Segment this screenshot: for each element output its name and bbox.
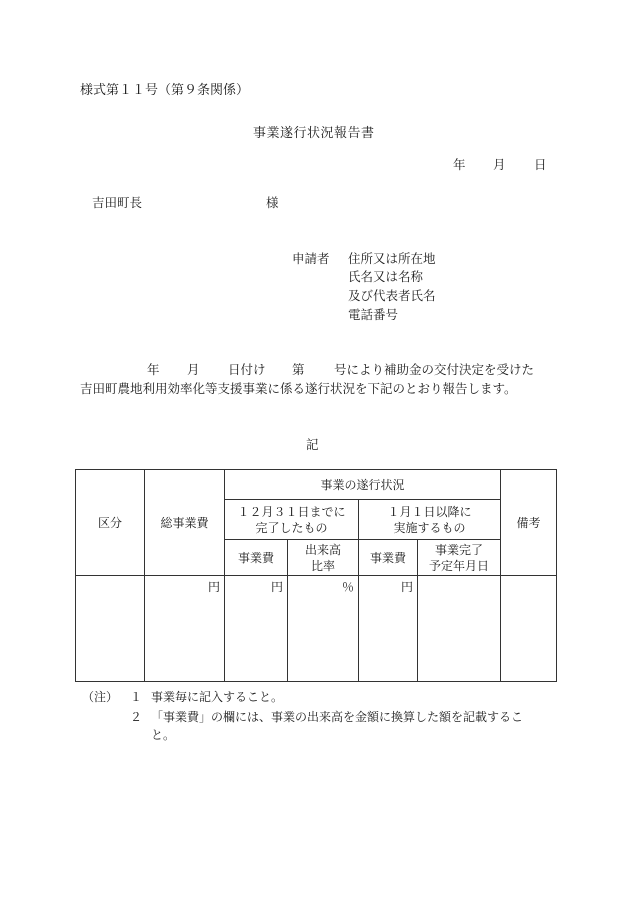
cell-cost-2[interactable] [359, 576, 418, 682]
note-1-text: 事業毎に記入すること。 [151, 690, 284, 704]
note-2-number: ２ [130, 710, 143, 724]
header-completed-by-dec31 [225, 500, 359, 540]
document-title: 事業遂行状況報告書 [253, 126, 375, 141]
header-implemented-after-jan1 [359, 500, 501, 540]
date-month: 月 [493, 157, 506, 172]
cell-cost-1[interactable] [225, 576, 288, 682]
applicant-address: 住所又は所在地 [348, 251, 436, 266]
header-implemented-line2: 実施するもの [393, 520, 466, 535]
header-completed-line1: １２月３１日までに [237, 504, 346, 519]
body-dated: 日付け [228, 362, 266, 377]
ki-heading: 記 [306, 437, 319, 452]
header-remarks: 備考 [501, 470, 557, 576]
notes-label: （注） [82, 690, 119, 704]
note-2-text-line1: 「事業費」の欄には、事業の出来高を金額に換算した額を記載するこ [151, 710, 524, 724]
unit-yen-total: 円 [207, 580, 220, 594]
subheader-completion-line1: 事業完了 [435, 542, 484, 557]
cell-total-cost[interactable] [145, 576, 225, 682]
subheader-completion-line2: 予定年月日 [429, 558, 490, 573]
unit-yen-cost1: 円 [270, 580, 283, 594]
subheader-completion-date [418, 540, 501, 576]
addressee: 吉田町長 [92, 195, 143, 210]
body-year: 年 [147, 362, 160, 377]
date-year: 年 [453, 157, 466, 172]
header-status: 事業の遂行状況 [225, 470, 501, 500]
body-month: 月 [187, 362, 200, 377]
subheader-progress-ratio [288, 540, 359, 576]
subheader-progress-line2: 比率 [310, 558, 335, 573]
unit-percent: ％ [341, 580, 354, 594]
cell-completion-date[interactable] [418, 576, 501, 682]
body-number-prefix: 第 [292, 362, 305, 377]
addressee-suffix: 様 [266, 195, 279, 210]
note-1-number: １ [130, 690, 143, 704]
applicant-phone: 電話番号 [348, 307, 399, 322]
header-completed-line2: 完了したもの [255, 520, 328, 535]
subheader-progress-line1: 出来高 [304, 542, 341, 557]
header-implemented-line1: １月１日以降に [387, 504, 472, 519]
cell-progress-ratio[interactable] [288, 576, 359, 682]
subheader-cost-2: 事業費 [359, 540, 418, 576]
applicant-label: 申請者 [292, 251, 330, 266]
date-day: 日 [534, 157, 547, 172]
header-total-cost: 総事業費 [145, 470, 225, 576]
body-line1-text: 号により補助金の交付決定を受けた [334, 362, 535, 377]
cell-kubun[interactable] [76, 576, 145, 682]
body-line2: 吉田町農地利用効率化等支援事業に係る遂行状況を下記のとおり報告します。 [80, 381, 517, 396]
form-number: 様式第１１号（第９条関係） [80, 83, 250, 98]
header-kubun: 区分 [76, 470, 145, 576]
applicant-representative: 及び代表者氏名 [348, 288, 436, 303]
status-table [75, 469, 557, 682]
note-2-text-line2: と。 [151, 728, 176, 742]
unit-yen-cost2: 円 [400, 580, 413, 594]
cell-remarks[interactable] [501, 576, 557, 682]
subheader-cost-1: 事業費 [225, 540, 288, 576]
applicant-name: 氏名又は名称 [348, 269, 424, 284]
